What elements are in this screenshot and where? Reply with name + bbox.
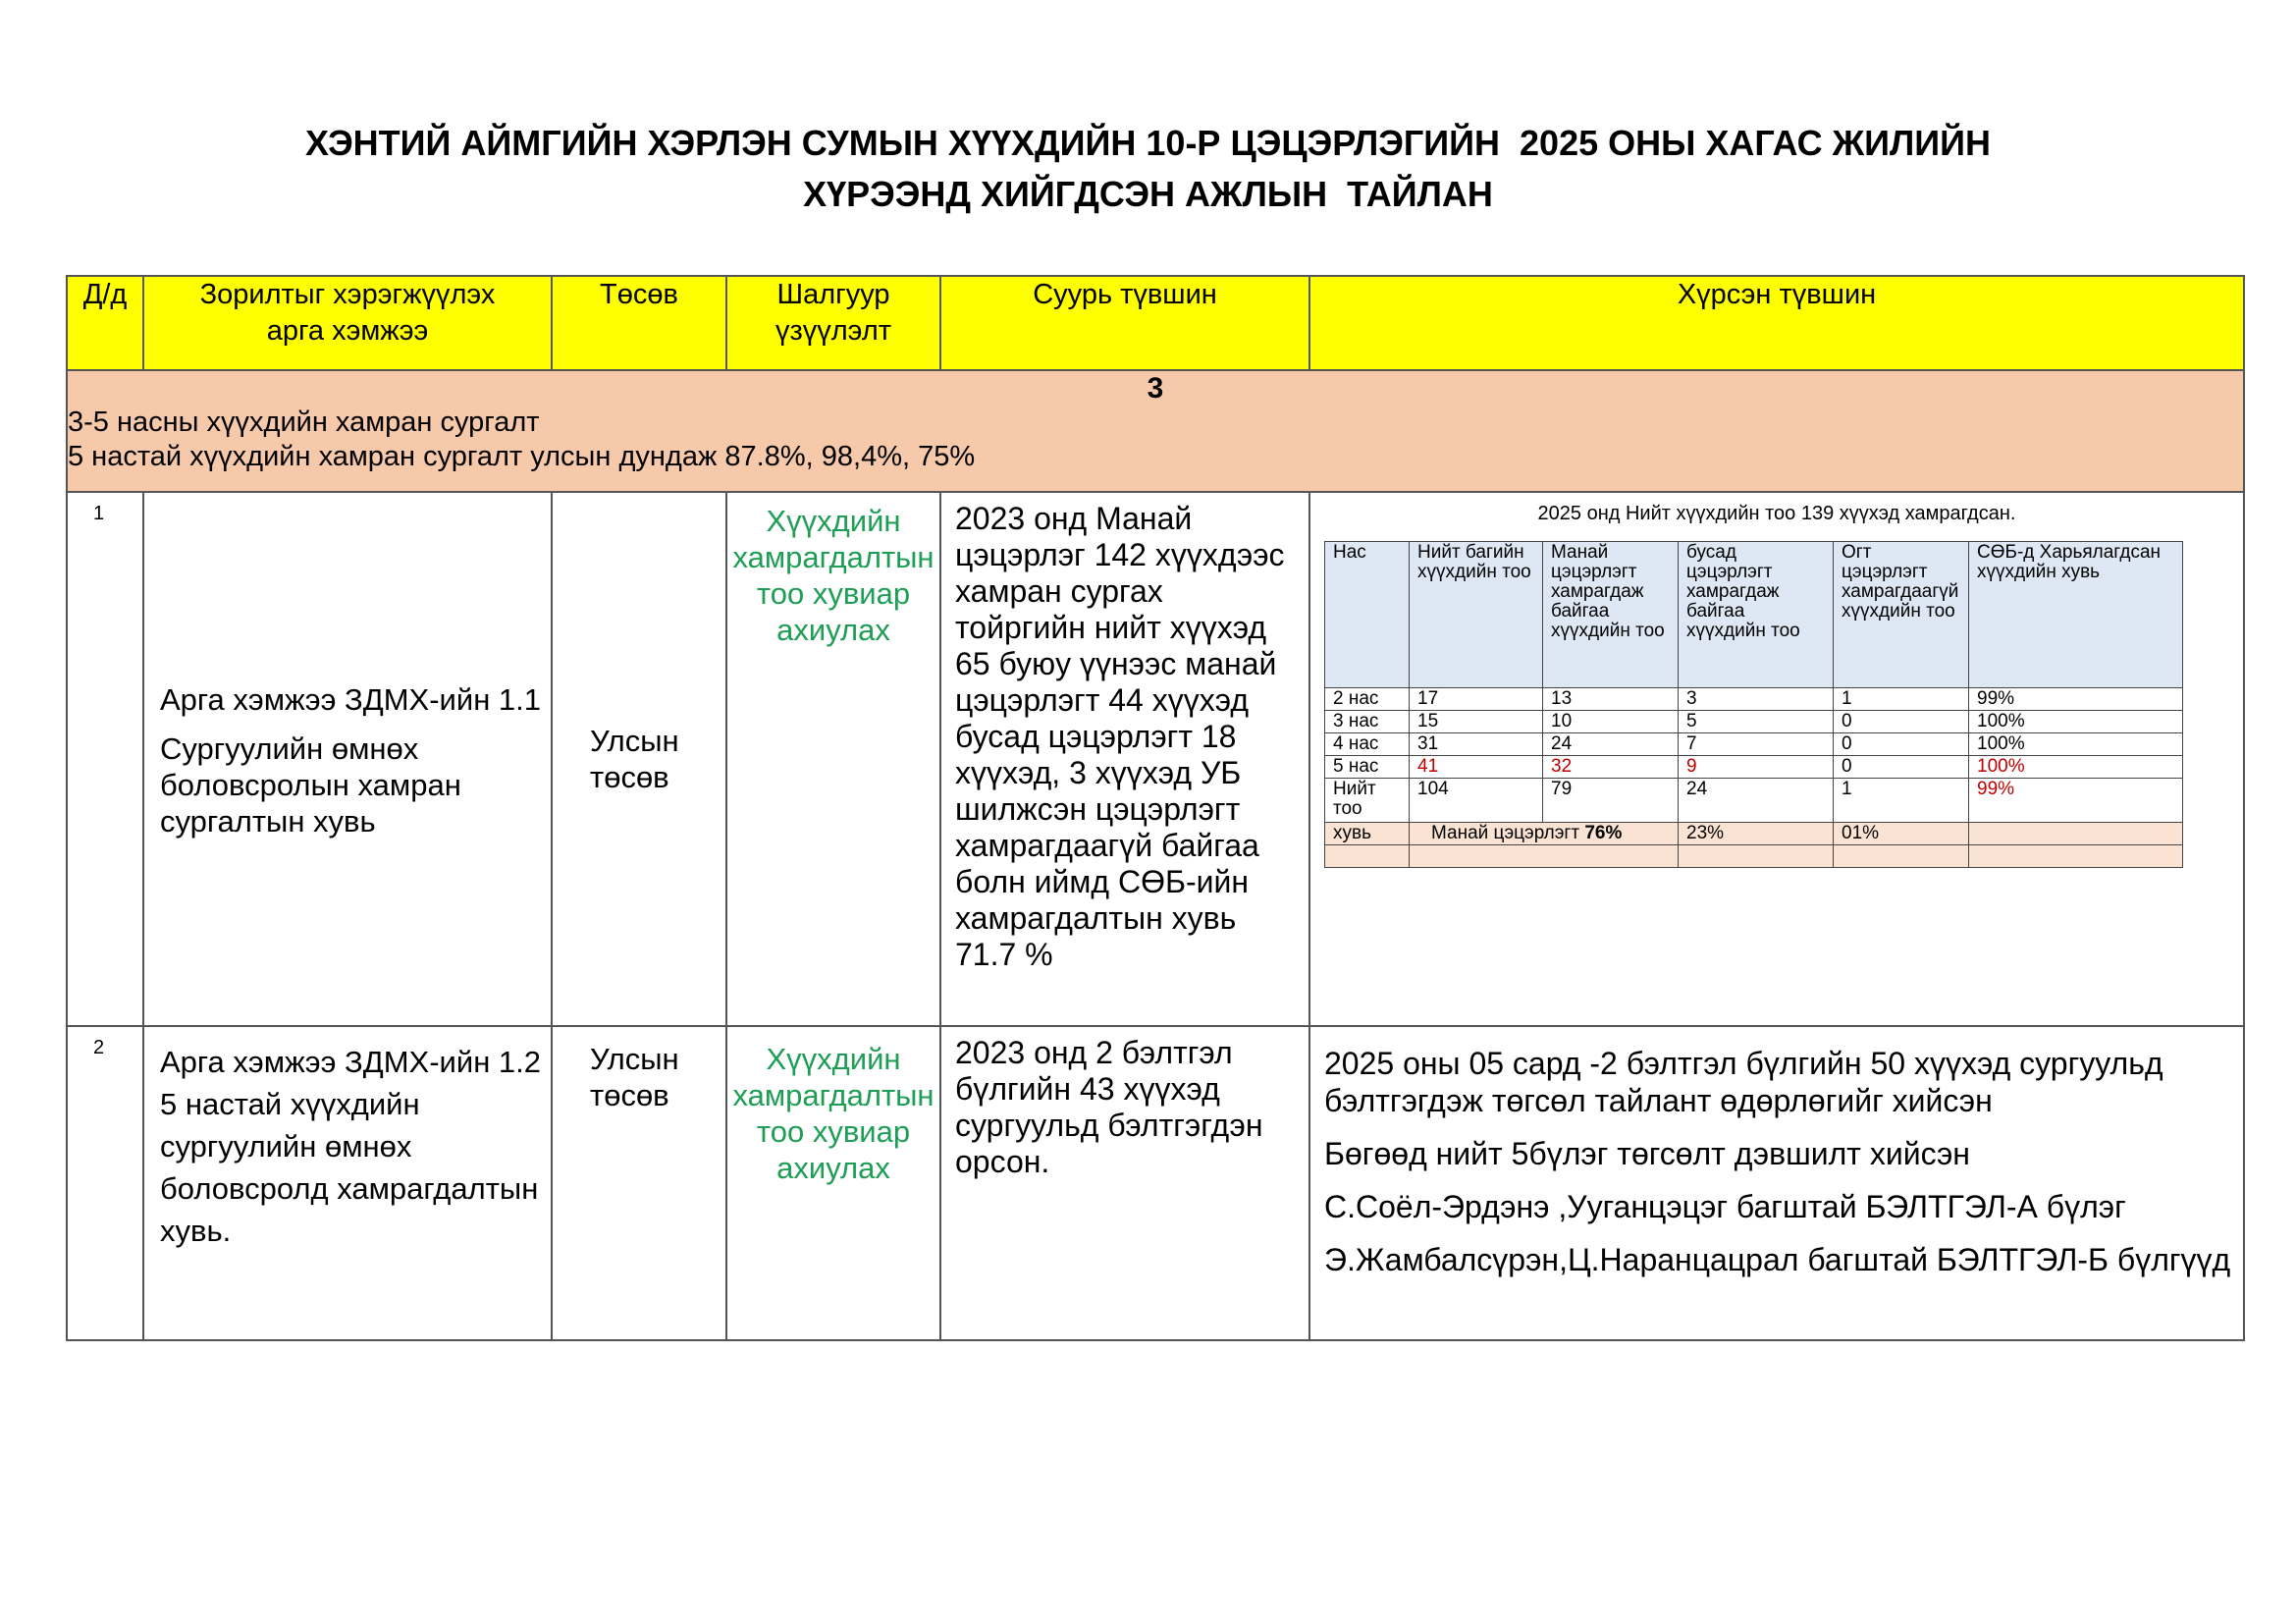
coverage-cell: 100% xyxy=(1969,711,2183,733)
table-row xyxy=(67,492,2244,1026)
coverage-cell xyxy=(1834,845,1969,868)
coverage-cell xyxy=(1969,845,2183,868)
coverage-cell: 31 xyxy=(1410,733,1543,756)
reached-line: 2025 оны 05 сард -2 бэлтгэл бүлгийн 50 хүүхэд сургуульд бэлтгэгдэж төгсөл тайлант өдөрлөгийг хийсэн xyxy=(1324,1046,2163,1118)
coverage-cell: 104 xyxy=(1410,779,1543,823)
coverage-cell: 13 xyxy=(1543,688,1679,711)
header-row xyxy=(67,276,2244,370)
row-number: 1 xyxy=(67,492,143,1026)
coverage-cell: 32 xyxy=(1543,756,1679,779)
coverage-header-cell: Огт цэцэрлэгт хамрагдаагүй хүүхдийн тоо xyxy=(1834,542,1969,688)
row-number: 2 xyxy=(67,1026,143,1340)
coverage-cell: 1 xyxy=(1834,688,1969,711)
section-cell xyxy=(67,370,2244,492)
coverage-cell: 0 xyxy=(1834,711,1969,733)
header-baseline: Суурь түвшин xyxy=(940,276,1309,370)
table-row xyxy=(67,1026,2244,1340)
section-number: 3 xyxy=(1147,372,1164,405)
coverage-cell: 3 xyxy=(1679,688,1834,711)
coverage-cell: 9 xyxy=(1679,756,1834,779)
inner-table-caption: 2025 онд Нийт хүүхдийн тоо 139 хүүхэд хамрагдсан. xyxy=(1537,503,2016,524)
coverage-cell: 24 xyxy=(1543,733,1679,756)
coverage-cell: 0 xyxy=(1834,733,1969,756)
row-budget: Улсын төсөв xyxy=(552,492,726,1026)
row-criteria: Хүүхдийн хамрагдалтын тоо хувиар ахиулах xyxy=(726,492,940,1026)
coverage-cell xyxy=(1969,823,2183,845)
coverage-total-row xyxy=(1325,779,2183,823)
coverage-cell: 5 xyxy=(1679,711,1834,733)
coverage-row xyxy=(1325,756,2183,779)
coverage-header-cell: СӨБ-д Харьялагдсан хүүхдийн хувь xyxy=(1969,542,2183,688)
row-action: Арга хэмжээ ЗДМХ-ийн 1.1 Сургуулийн өмнөх боловсролын хамран сургалтын хувь xyxy=(143,492,552,1026)
coverage-cell xyxy=(1410,845,1679,868)
row-baseline: 2023 онд 2 бэлтгэл бүлгийн 43 хүүхэд сургуульд бэлтгэгдэн орсон. xyxy=(940,1026,1309,1340)
reached-line: Бөгөөд нийт 5бүлэг төгсөлт дэвшилт хийсэн xyxy=(1324,1136,1970,1171)
coverage-cell: Нийт тоо xyxy=(1325,779,1410,823)
header-reached: Хүрсэн түвшин xyxy=(1309,276,2244,370)
coverage-cell: 17 xyxy=(1410,688,1543,711)
coverage-cell: Манай цэцэрлэгт 76% xyxy=(1410,823,1679,845)
coverage-header-row xyxy=(1325,542,2183,688)
coverage-cell: 99% xyxy=(1969,779,2183,823)
coverage-cell: 7 xyxy=(1679,733,1834,756)
reached-line: Э.Жамбалсүрэн,Ц.Наранцацрал багштай БЭЛТГЭЛ-Б бүлгүүд xyxy=(1324,1242,2231,1277)
coverage-cell: 5 нас xyxy=(1325,756,1410,779)
coverage-cell: 10 xyxy=(1543,711,1679,733)
coverage-cell: 1 xyxy=(1834,779,1969,823)
coverage-header-cell: бусад цэцэрлэгт хамрагдаж байгаа хүүхдийн тоо xyxy=(1679,542,1834,688)
header-budget: Төсөв xyxy=(552,276,726,370)
row-budget: Улсын төсөв xyxy=(552,1026,726,1340)
coverage-cell: 4 нас xyxy=(1325,733,1410,756)
coverage-cell: 15 xyxy=(1410,711,1543,733)
section-row xyxy=(67,370,2244,492)
coverage-header-cell: Манай цэцэрлэгт хамрагдаж байгаа хүүхдийн тоо xyxy=(1543,542,1679,688)
report-table xyxy=(66,275,2245,1341)
coverage-row xyxy=(1325,733,2183,756)
coverage-cell: хувь xyxy=(1325,823,1410,845)
coverage-row xyxy=(1325,711,2183,733)
coverage-cell: 24 xyxy=(1679,779,1834,823)
report-title-line1: ХЭНТИЙ АЙМГИЙН ХЭРЛЭН СУМЫН ХҮҮХДИЙН 10-Р ЦЭЦЭРЛЭГИЙН 2025 ОНЫ ХАГАС ЖИЛИЙН xyxy=(304,123,1992,163)
coverage-cell: 100% xyxy=(1969,733,2183,756)
coverage-cell xyxy=(1679,845,1834,868)
reached-line: С.Соёл-Эрдэнэ ,Ууганцэцэг багштай БЭЛТГЭЛ-А бүлэг xyxy=(1324,1189,2126,1224)
section-line1: 3-5 насны хүүхдийн хамран сургалт xyxy=(68,406,540,438)
header-action: Зорилтыг хэрэгжүүлэх арга хэмжээ xyxy=(143,276,552,370)
report-title-line2: ХҮРЭЭНД ХИЙГДСЭН АЖЛЫН ТАЙЛАН xyxy=(803,174,1493,214)
coverage-cell: 0 xyxy=(1834,756,1969,779)
coverage-cell: 99% xyxy=(1969,688,2183,711)
coverage-cell: 23% xyxy=(1679,823,1834,845)
coverage-row xyxy=(1325,688,2183,711)
coverage-cell: 79 xyxy=(1543,779,1679,823)
coverage-percent-row xyxy=(1325,823,2183,845)
row-action: Арга хэмжээ ЗДМХ-ийн 1.2 5 настай хүүхдийн сургуулийн өмнөх боловсролд хамрагдалтын хувь. xyxy=(143,1026,552,1340)
coverage-cell xyxy=(1325,845,1410,868)
coverage-cell: 01% xyxy=(1834,823,1969,845)
coverage-cell: 41 xyxy=(1410,756,1543,779)
row-baseline: 2023 онд Манай цэцэрлэг 142 хүүхдээс хамран сургах тойргийн нийт хүүхэд 65 буюу үүнээс манай цэцэрлэгт 44 хүүхэд бусад цэцэрлэгт 18 хүүхэд, 3 хүүхэд УБ шилжсэн цэцэрлэгт хамрагдаагүй байгаа болн иймд СӨБ-ийн хамрагдалтын хувь 71.7 % xyxy=(940,492,1309,1026)
coverage-cell: 100% xyxy=(1969,756,2183,779)
row-criteria: Хүүхдийн хамрагдалтын тоо хувиар ахиулах xyxy=(726,1026,940,1340)
header-num: Д/д xyxy=(67,276,143,370)
coverage-cell: 3 нас xyxy=(1325,711,1410,733)
coverage-cell: 2 нас xyxy=(1325,688,1410,711)
row-reached xyxy=(1309,1026,2244,1340)
report-title xyxy=(0,118,2296,220)
coverage-table xyxy=(1324,541,2183,868)
section-line2: 5 настай хүүхдийн хамран сургалт улсын дундаж 87.8%, 98,4%, 75% xyxy=(68,441,976,472)
header-criteria: Шалгуур үзүүлэлт xyxy=(726,276,940,370)
coverage-blank-row xyxy=(1325,845,2183,868)
row-reached xyxy=(1309,492,2244,1026)
coverage-header-cell: Нас xyxy=(1325,542,1410,688)
coverage-header-cell: Нийт багийн хүүхдийн тоо xyxy=(1410,542,1543,688)
